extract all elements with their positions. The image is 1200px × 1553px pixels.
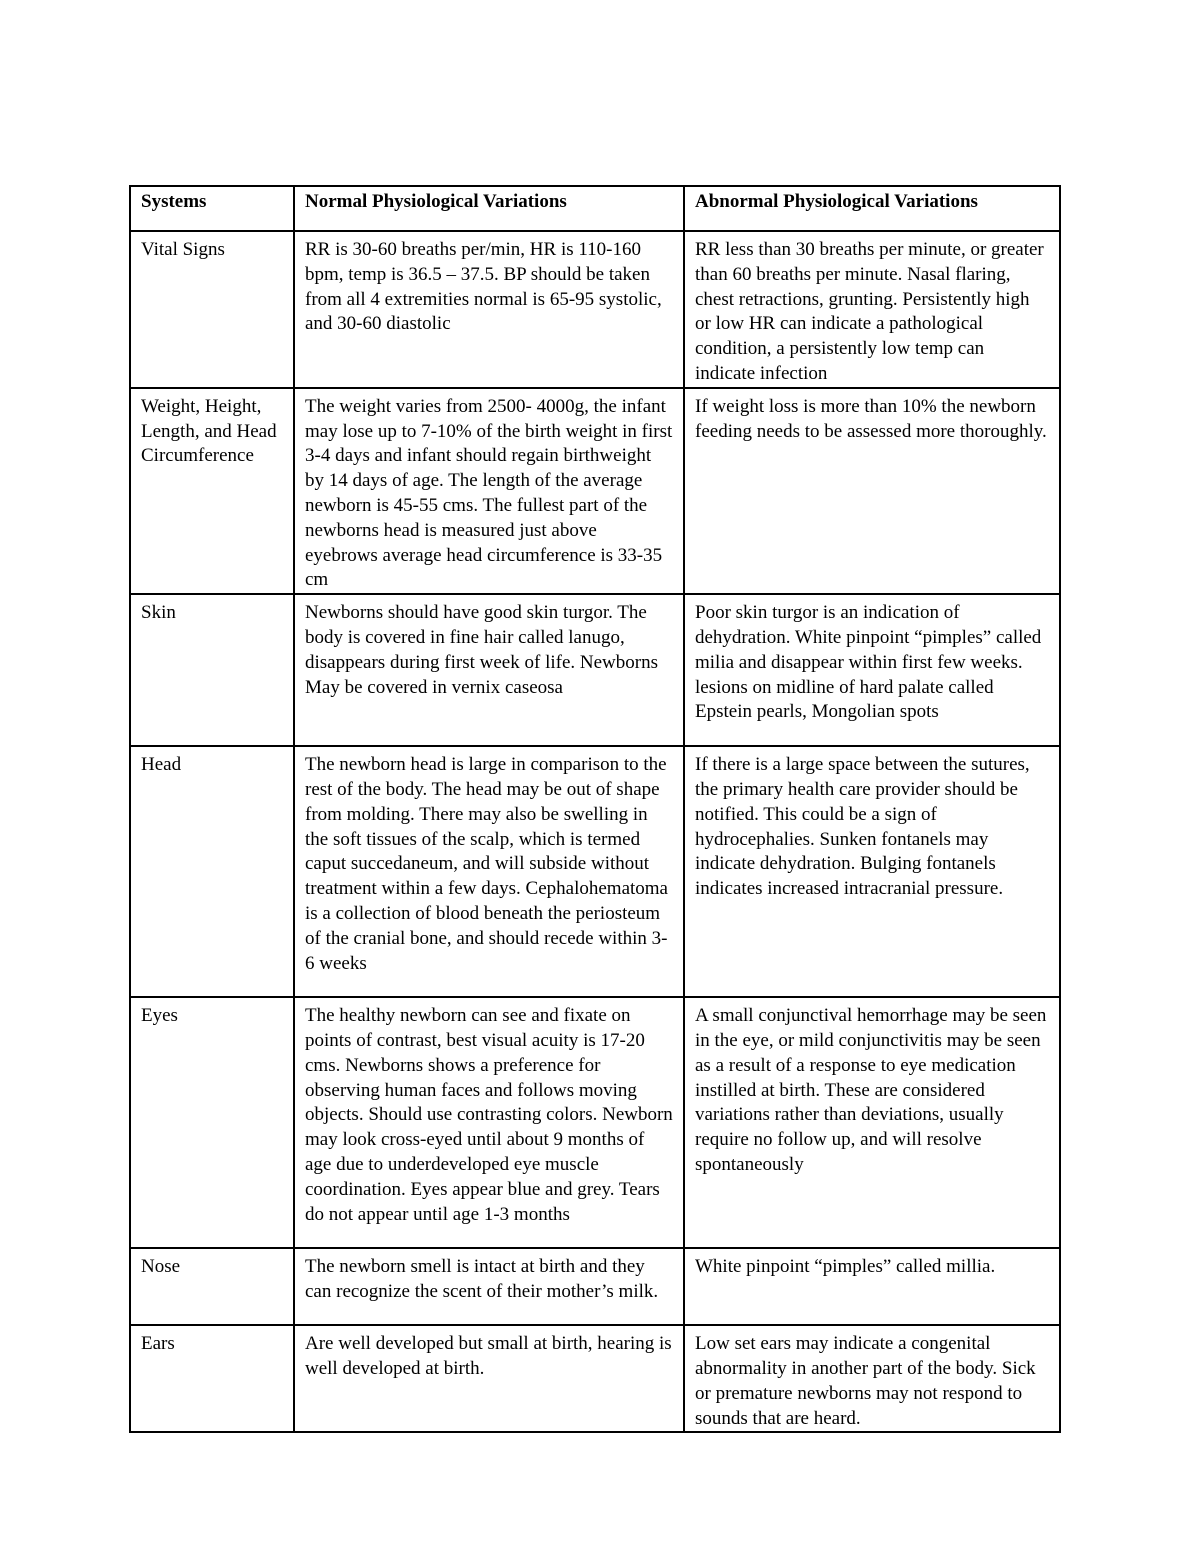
abnormal-cell: White pinpoint “pimples” called millia. (684, 1248, 1060, 1325)
table-row (130, 1325, 1060, 1432)
normal-cell: The weight varies from 2500- 4000g, the infant may lose up to 7-10% of the birth weight in first 3-4 days and infant should regain birthweight by 14 days of age. The length of the average newborn is 45-55 cms. The fullest part of the newborns head is measured just above eyebrows average head circumference is 33-35 cm (294, 388, 684, 594)
system-cell: Skin (130, 594, 294, 746)
header-systems: Systems (130, 186, 294, 231)
header-normal-variations: Normal Physiological Variations (294, 186, 684, 231)
table-row (130, 594, 1060, 746)
abnormal-cell: If weight loss is more than 10% the newborn feeding needs to be assessed more thoroughly. (684, 388, 1060, 594)
table-row (130, 997, 1060, 1248)
normal-cell: The newborn smell is intact at birth and they can recognize the scent of their mother’s milk. (294, 1248, 684, 1325)
table-row (130, 746, 1060, 997)
table-row (130, 388, 1060, 594)
system-cell: Nose (130, 1248, 294, 1325)
abnormal-cell: If there is a large space between the sutures, the primary health care provider should be notified. This could be a sign of hydrocephalies. Sunken fontanels may indicate dehydration. Bulging fontanels indicates increased intracranial pressure. (684, 746, 1060, 997)
normal-cell: The healthy newborn can see and fixate on points of contrast, best visual acuity is 17-20 cms. Newborns shows a preference for observing human faces and follows moving objects. Should use contrasting colors. Newborn may look cross-eyed until about 9 months of age due to underdeveloped eye muscle coordination. Eyes appear blue and grey. Tears do not appear until age 1-3 months (294, 997, 684, 1248)
system-cell: Ears (130, 1325, 294, 1432)
header-abnormal-variations: Abnormal Physiological Variations (684, 186, 1060, 231)
system-cell: Vital Signs (130, 231, 294, 388)
table-row (130, 1248, 1060, 1325)
normal-cell: The newborn head is large in comparison to the rest of the body. The head may be out of shape from molding. There may also be swelling in the soft tissues of the scalp, which is termed caput succedaneum, and will subside without treatment within a few days. Cephalohematoma is a collection of blood beneath the periosteum of the cranial bone, and should recede within 3-6 weeks (294, 746, 684, 997)
normal-cell: RR is 30-60 breaths per/min, HR is 110-160 bpm, temp is 36.5 – 37.5. BP should be taken from all 4 extremities normal is 65-95 systolic, and 30-60 diastolic (294, 231, 684, 388)
normal-cell: Newborns should have good skin turgor. The body is covered in fine hair called lanugo, disappears during first week of life. Newborns May be covered in vernix caseosa (294, 594, 684, 746)
abnormal-cell: Low set ears may indicate a congenital abnormality in another part of the body. Sick or premature newborns may not respond to sounds that are heard. (684, 1325, 1060, 1432)
abnormal-cell: Poor skin turgor is an indication of dehydration. White pinpoint “pimples” called milia and disappear within first few weeks. lesions on midline of hard palate called Epstein pearls, Mongolian spots (684, 594, 1060, 746)
table-header-row (130, 186, 1060, 231)
normal-cell: Are well developed but small at birth, hearing is well developed at birth. (294, 1325, 684, 1432)
system-cell: Eyes (130, 997, 294, 1248)
abnormal-cell: RR less than 30 breaths per minute, or greater than 60 breaths per minute. Nasal flaring, chest retractions, grunting. Persistently high or low HR can indicate a pathological condition, a persistently low temp can indicate infection (684, 231, 1060, 388)
abnormal-cell: A small conjunctival hemorrhage may be seen in the eye, or mild conjunctivitis may be seen as a result of a response to eye medication instilled at birth. These are considered variations rather than deviations, usually require no follow up, and will resolve spontaneously (684, 997, 1060, 1248)
system-cell: Head (130, 746, 294, 997)
physiological-variations-table (129, 185, 1061, 1433)
table-row (130, 231, 1060, 388)
system-cell: Weight, Height, Length, and Head Circumference (130, 388, 294, 594)
